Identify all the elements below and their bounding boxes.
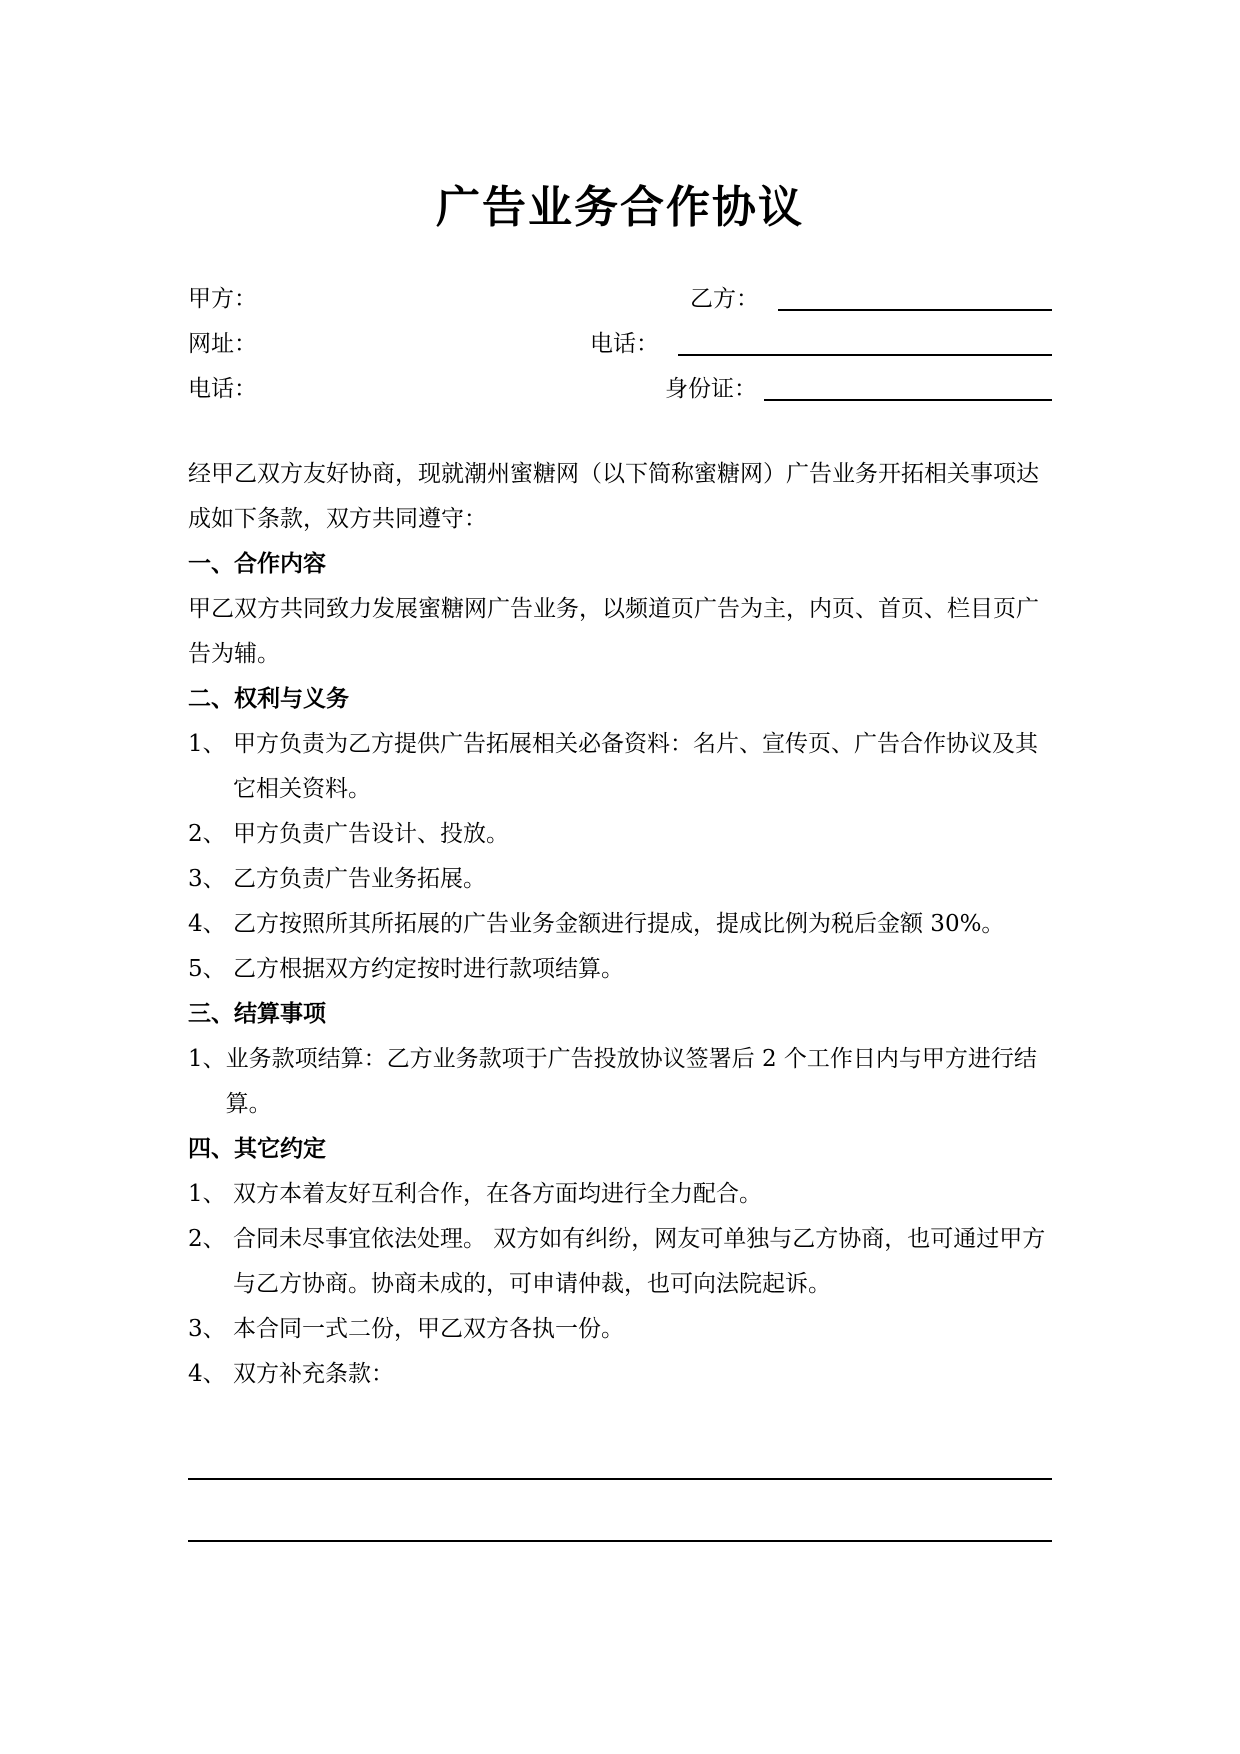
list-item bbox=[188, 812, 1058, 857]
item-text: 甲方负责广告设计、投放。 bbox=[233, 821, 509, 847]
item-number: 1、 bbox=[188, 731, 226, 757]
section-1-heading: 一、合作内容 bbox=[188, 551, 326, 577]
supplement-blank-line-1 bbox=[188, 1478, 1052, 1480]
item-text: 乙方负责广告业务拓展。 bbox=[233, 866, 486, 892]
section-2-heading: 二、权利与义务 bbox=[188, 686, 349, 712]
item-number: 1、 bbox=[188, 1046, 226, 1072]
party-a-label: 甲方： bbox=[188, 286, 257, 312]
party-b-label: 乙方： bbox=[690, 286, 759, 312]
document-title: 广告业务合作协议 bbox=[436, 182, 804, 233]
agreement-body bbox=[188, 452, 1058, 1397]
list-item bbox=[188, 902, 1058, 947]
party-b-blank-line bbox=[778, 309, 1052, 311]
item-number: 5、 bbox=[188, 956, 226, 982]
item-number: 4、 bbox=[188, 911, 226, 937]
item-number: 2、 bbox=[188, 821, 226, 847]
list-item bbox=[188, 857, 1058, 902]
supplement-blank-line-2 bbox=[188, 1540, 1052, 1542]
item-number: 2、 bbox=[188, 1226, 226, 1252]
item-text: 乙方按照所其所拓展的广告业务金额进行提成，提成比例为税后金额 30%。 bbox=[233, 911, 1005, 937]
item-number: 3、 bbox=[188, 866, 226, 892]
item-text: 业务款项结算：乙方业务款项于广告投放协议签署后 2 个工作日内与甲方进行结算。 bbox=[225, 1046, 1037, 1117]
item-text: 本合同一式二份，甲乙双方各执一份。 bbox=[233, 1316, 624, 1342]
list-item bbox=[188, 722, 1058, 812]
item-text: 乙方根据双方约定按时进行款项结算。 bbox=[233, 956, 624, 982]
section-3-heading: 三、结算事项 bbox=[188, 1001, 326, 1027]
phone-label-a: 电话： bbox=[188, 376, 257, 402]
item-text: 双方本着友好互利合作，在各方面均进行全力配合。 bbox=[233, 1181, 762, 1207]
item-text: 甲方负责为乙方提供广告拓展相关必备资料：名片、宣传页、广告合作协议及其它相关资料。 bbox=[233, 731, 1038, 802]
section-4-heading: 四、其它约定 bbox=[188, 1136, 326, 1162]
website-label: 网址： bbox=[188, 331, 257, 357]
item-number: 3、 bbox=[188, 1316, 226, 1342]
list-item bbox=[188, 1172, 1058, 1217]
id-label: 身份证： bbox=[665, 376, 757, 402]
item-number: 4、 bbox=[188, 1361, 226, 1387]
phone-label-b: 电话： bbox=[590, 331, 659, 357]
item-text: 合同未尽事宜依法处理。 双方如有纠纷，网友可单独与乙方协商，也可通过甲方与乙方协商。协商未成的，可申请仲裁，也可向法院起诉。 bbox=[233, 1226, 1046, 1297]
id-blank-line bbox=[764, 399, 1052, 401]
list-item bbox=[188, 1307, 1058, 1352]
list-item bbox=[188, 1217, 1058, 1307]
list-item bbox=[188, 1037, 1058, 1127]
item-text: 双方补充条款： bbox=[233, 1361, 394, 1387]
intro-paragraph: 经甲乙双方友好协商，现就潮州蜜糖网（以下简称蜜糖网）广告业务开拓相关事项达成如下条款，双方共同遵守： bbox=[188, 461, 1039, 532]
item-number: 1、 bbox=[188, 1181, 226, 1207]
list-item bbox=[188, 1352, 1058, 1397]
phone-b-blank-line bbox=[678, 354, 1052, 356]
list-item bbox=[188, 947, 1058, 992]
section-1-paragraph: 甲乙双方共同致力发展蜜糖网广告业务，以频道页广告为主，内页、首页、栏目页广告为辅。 bbox=[188, 596, 1039, 667]
